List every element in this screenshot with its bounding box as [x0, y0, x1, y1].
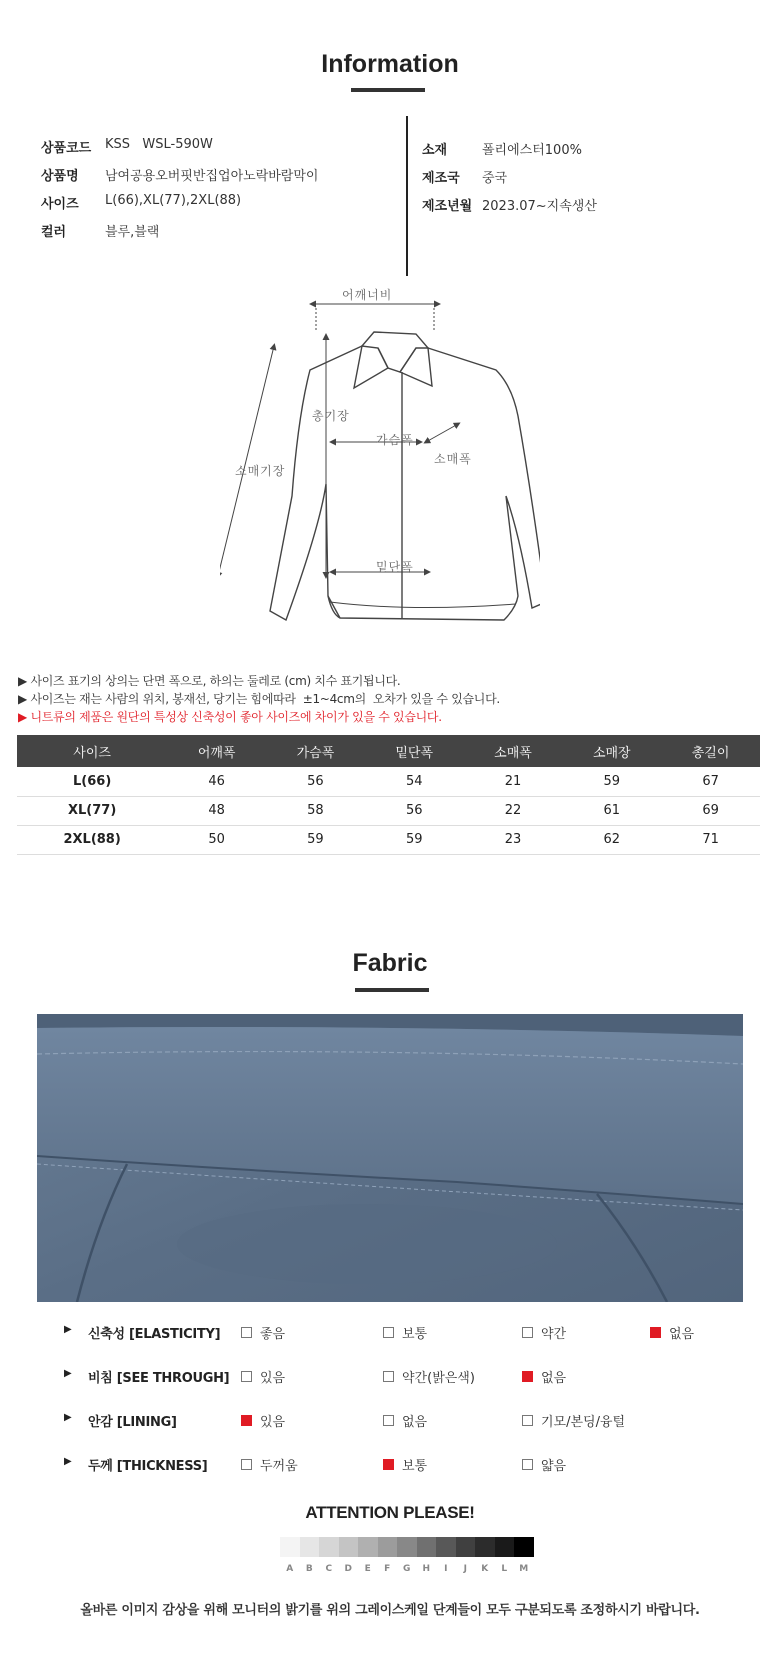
arrow-right-icon: ▶ — [64, 1368, 72, 1379]
table-cell: 50 — [167, 825, 266, 854]
table-cell: 59 — [562, 767, 661, 796]
grayscale-swatch — [280, 1537, 300, 1557]
fabric-texture-image — [37, 1014, 743, 1302]
table-cell: XL(77) — [17, 796, 167, 825]
table-header: 총길이 — [661, 735, 760, 767]
property-label: 신축성 [ELASTICITY] — [88, 1327, 221, 1342]
grayscale-letter: B — [305, 1564, 313, 1574]
table-row — [17, 796, 760, 825]
grayscale-letter: M — [519, 1564, 529, 1574]
grayscale-swatch — [436, 1537, 456, 1557]
checkbox-checked-icon[interactable] — [522, 1371, 533, 1382]
table-cell: 59 — [365, 825, 464, 854]
grayscale-letter: E — [364, 1564, 371, 1574]
info-size: 사이즈 L(66),XL(77),2XL(88) — [41, 193, 242, 212]
grayscale-swatch — [475, 1537, 495, 1557]
grayscale-letter: F — [384, 1564, 391, 1574]
table-header: 어깨폭 — [167, 735, 266, 767]
arrow-right-icon: ▶ — [64, 1324, 72, 1335]
grayscale-labels — [280, 1564, 534, 1574]
checkbox-icon[interactable] — [241, 1459, 252, 1470]
checkbox-icon[interactable] — [383, 1371, 394, 1382]
table-cell: 48 — [167, 796, 266, 825]
table-cell: 54 — [365, 767, 464, 796]
info-country: 제조국 중국 — [422, 171, 508, 186]
size-note: ▶ 사이즈는 재는 사람의 위치, 봉재선, 당기는 힘에따라 ±1~4cm의 오차가 있을 수 있습니다. — [18, 692, 500, 706]
checkbox-icon[interactable] — [383, 1327, 394, 1338]
table-header: 소매폭 — [464, 735, 563, 767]
table-cell: 23 — [464, 825, 563, 854]
table-cell: 62 — [562, 825, 661, 854]
label-shoulder: 어깨너비 — [342, 288, 393, 302]
table-cell: 2XL(88) — [17, 825, 167, 854]
option-checkbox[interactable]: 있음 — [241, 1367, 285, 1386]
size-table — [17, 735, 760, 855]
option-checkbox[interactable]: 약간 — [522, 1323, 566, 1342]
table-header: 밑단폭 — [365, 735, 464, 767]
info-manufacture-date: 제조년월 2023.07~지속생산 — [422, 199, 597, 214]
option-checkbox-selected[interactable]: 있음 — [241, 1411, 285, 1430]
grayscale-swatch — [456, 1537, 476, 1557]
info-product-name: 상품명 남여공용오버핏반집업아노락바람막이 — [41, 169, 319, 184]
option-checkbox[interactable]: 약간(밝은색) — [383, 1367, 475, 1386]
table-cell: 71 — [661, 825, 760, 854]
property-lining — [0, 1408, 780, 1432]
property-label: 비침 [SEE THROUGH] — [88, 1371, 230, 1386]
grayscale-letter: H — [422, 1564, 431, 1574]
fabric-photo — [37, 1014, 743, 1302]
grayscale-swatch — [300, 1537, 320, 1557]
grayscale-swatch — [417, 1537, 437, 1557]
title-underline — [355, 988, 429, 992]
table-cell: 56 — [365, 796, 464, 825]
checkbox-checked-icon[interactable] — [650, 1327, 661, 1338]
grayscale-swatch — [378, 1537, 398, 1557]
checkbox-checked-icon[interactable] — [383, 1459, 394, 1470]
table-row — [17, 825, 760, 854]
info-color: 컬러 블루,블랙 — [41, 225, 160, 240]
info-divider — [406, 116, 408, 276]
knit-warning-note: ▶ 니트류의 제품은 원단의 특성상 신축성이 좋아 사이즈에 차이가 있을 수 있습니다. — [18, 710, 442, 724]
size-note: ▶ 사이즈 표기의 상의는 단면 폭으로, 하의는 둘레로 (cm) 치수 표기됩니다. — [18, 674, 401, 688]
table-header-row — [17, 735, 760, 767]
arrow-right-icon: ▶ — [64, 1412, 72, 1423]
option-checkbox[interactable]: 좋음 — [241, 1323, 285, 1342]
grayscale-strip — [280, 1537, 534, 1557]
info-product-code: 상품코드 KSS WSL-590W — [41, 137, 213, 156]
table-header: 사이즈 — [17, 735, 167, 767]
label-hem: 밑단폭 — [376, 560, 414, 574]
table-cell: 67 — [661, 767, 760, 796]
title-underline — [351, 88, 425, 92]
table-cell: 69 — [661, 796, 760, 825]
grayscale-swatch — [319, 1537, 339, 1557]
property-thickness — [0, 1452, 780, 1476]
checkbox-icon[interactable] — [522, 1327, 533, 1338]
arrow-right-icon: ▶ — [64, 1456, 72, 1467]
grayscale-letter: C — [325, 1564, 333, 1574]
option-checkbox-selected[interactable]: 보통 — [383, 1455, 427, 1474]
grayscale-letter: A — [286, 1564, 294, 1574]
grayscale-swatch — [339, 1537, 359, 1557]
checkbox-icon[interactable] — [522, 1415, 533, 1426]
table-cell: 21 — [464, 767, 563, 796]
checkbox-icon[interactable] — [383, 1415, 394, 1426]
table-cell: 61 — [562, 796, 661, 825]
option-checkbox-selected[interactable]: 없음 — [650, 1323, 694, 1342]
table-cell: 58 — [266, 796, 365, 825]
grayscale-letter: K — [481, 1564, 489, 1574]
option-checkbox[interactable]: 보통 — [383, 1323, 427, 1342]
table-cell: 56 — [266, 767, 365, 796]
checkbox-icon[interactable] — [522, 1459, 533, 1470]
table-header: 소매장 — [562, 735, 661, 767]
grayscale-letter: I — [444, 1564, 448, 1574]
option-checkbox[interactable]: 두꺼움 — [241, 1455, 298, 1474]
option-checkbox[interactable]: 없음 — [383, 1411, 427, 1430]
property-label: 두께 [THICKNESS] — [88, 1459, 208, 1474]
label-sleeve-length: 소매기장 — [235, 464, 286, 478]
option-checkbox[interactable]: 얇음 — [522, 1455, 566, 1474]
checkbox-icon[interactable] — [241, 1371, 252, 1382]
table-header: 가슴폭 — [266, 735, 365, 767]
table-row — [17, 767, 760, 796]
table-cell: 46 — [167, 767, 266, 796]
table-cell: L(66) — [17, 767, 167, 796]
grayscale-letter: D — [344, 1564, 352, 1574]
grayscale-letter: L — [501, 1564, 508, 1574]
grayscale-swatch — [397, 1537, 417, 1557]
grayscale-swatch — [514, 1537, 534, 1557]
attention-title: ATTENTION PLEASE! — [305, 1503, 475, 1522]
option-checkbox-selected[interactable]: 없음 — [522, 1367, 566, 1386]
info-material: 소재 폴리에스터100% — [422, 143, 582, 158]
property-label: 안감 [LINING] — [88, 1415, 177, 1430]
table-cell: 59 — [266, 825, 365, 854]
fabric-title: Fabric — [352, 949, 428, 977]
property-see-through — [0, 1364, 780, 1388]
label-chest: 가슴폭 — [376, 433, 414, 447]
label-sleeve-width: 소매폭 — [434, 452, 472, 466]
checkbox-icon[interactable] — [241, 1327, 252, 1338]
size-measurement-diagram — [220, 288, 540, 636]
grayscale-letter: G — [403, 1564, 411, 1574]
table-cell: 22 — [464, 796, 563, 825]
option-checkbox[interactable]: 기모/본딩/융털 — [522, 1411, 625, 1430]
checkbox-checked-icon[interactable] — [241, 1415, 252, 1426]
property-elasticity — [0, 1320, 780, 1344]
monitor-brightness-note: 올바른 이미지 감상을 위해 모니터의 밝기를 위의 그레이스케일 단계들이 모두 구분되도록 조정하시기 바랍니다. — [80, 1603, 700, 1618]
grayscale-letter: J — [463, 1564, 467, 1574]
label-total-length: 총기장 — [312, 409, 350, 423]
grayscale-swatch — [358, 1537, 378, 1557]
grayscale-swatch — [495, 1537, 515, 1557]
information-title: Information — [321, 50, 459, 78]
